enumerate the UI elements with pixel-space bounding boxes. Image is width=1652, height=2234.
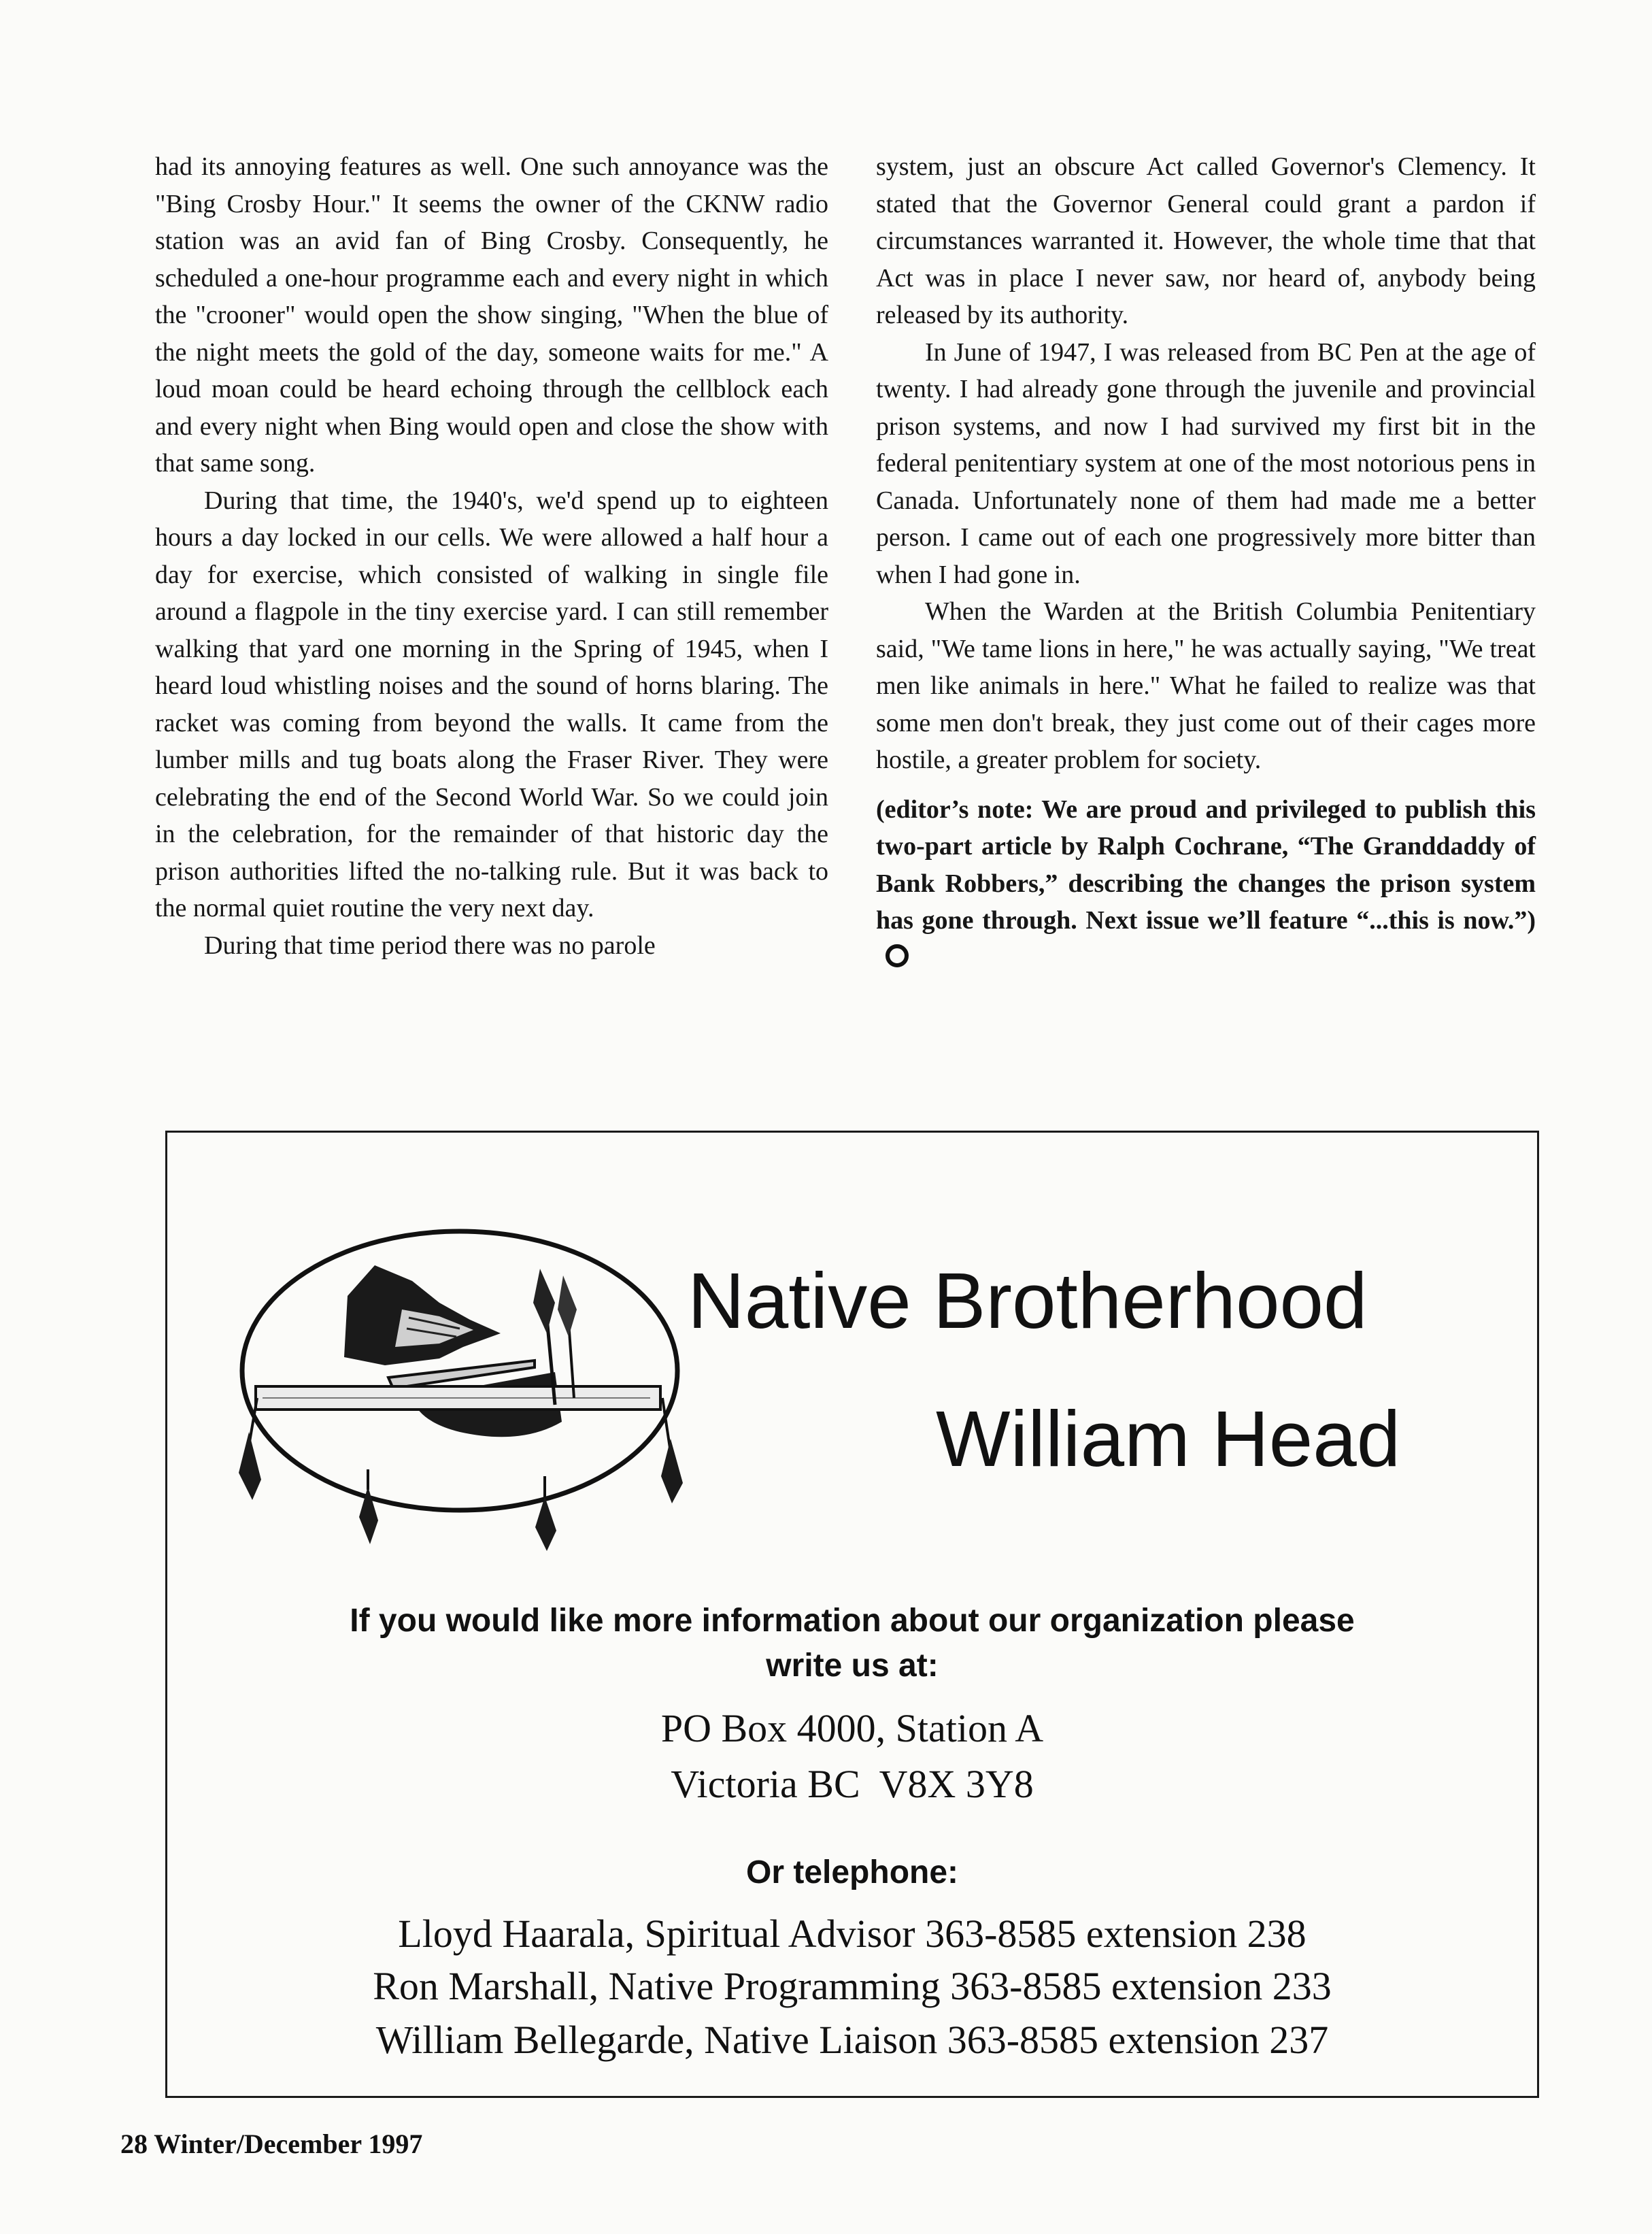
- article-paragraph: had its annoying features as well. One such annoyance was the "Bing Crosby Hour." It seems the owner of the CKNW radio station was an avid fan of Bing Crosby. Consequently, he scheduled a one-hour programme each and every night in which the "crooner" would open the show singing, "When the blue of the night meets the gold of the day, someone waits for me." A loud moan could be heard echoing through the cellblock each and every night when Bing would open and close the show with that same song.: [155, 152, 828, 478]
- ad-telephone-label: Or telephone:: [745, 1854, 959, 1890]
- article-paragraph: When the Warden at the British Columbia Penitentiary said, "We tame lions in here," he was actually saying, "We treat men like animals in here." What he failed to realize was that some men don't break, they just come out of their cages more hostile, a greater problem for society.: [876, 597, 1536, 774]
- ad-title-william-head: William Head: [936, 1395, 1401, 1483]
- editor-note: [876, 791, 1536, 977]
- ad-contact-line: Lloyd Haarala, Spiritual Advisor 363-8585 extension 238: [398, 1912, 1307, 1956]
- ad-info-text: write us at:: [766, 1648, 939, 1684]
- dreamcatcher-canoe-logo-icon: [235, 1201, 684, 1554]
- article-column-left: [155, 148, 828, 964]
- editor-note-text: (editor’s note: We are proud and privileged to publish this two-part article by Ralph Cochrane, “The Granddaddy of Bank Robbers,” describing the changes the prison system has gone through. Next issue we’ll feature “...this is now.”): [876, 795, 1536, 935]
- ad-address-line: PO Box 4000, Station A: [660, 1706, 1044, 1750]
- ad-contact-line: William Bellegarde, Native Liaison 363-8585 extension 237: [375, 2018, 1329, 2062]
- ad-info-text: If you would like more information about our organization please: [350, 1603, 1355, 1639]
- article-paragraph: system, just an obscure Act called Governor's Clemency. It stated that the Governor General could grant a pardon if circumstances warranted it. However, the whole time that that Act was in place I never saw, nor heard of, anybody being released by its authority.: [876, 152, 1536, 329]
- ad-title-native-brotherhood: Native Brotherhood: [688, 1256, 1368, 1345]
- ad-contact-line: Ron Marshall, Native Programming 363-8585 extension 233: [373, 1964, 1332, 2008]
- ad-address-line: Victoria BC V8X 3Y8: [671, 1762, 1034, 1806]
- page-footer: 28 Winter/December 1997: [120, 2129, 423, 2159]
- article-column-right: [876, 148, 1536, 976]
- article-paragraph: During that time period there was no parole: [204, 931, 656, 960]
- article-paragraph: During that time, the 1940's, we'd spend up to eighteen hours a day locked in our cells. We were allowed a half hour a day for exercise, which consisted of walking in single file around a flagpole in the tiny exercise yard. I can still remember walking that yard one morning in the Spring of 1945, when I heard loud whistling noises and the sound of horns blaring. The racket was coming from beyond the walls. It came from the lumber mills and tug boats along the Fraser River. They were celebrating the end of the Second World War. So we could join in the celebration, for the remainder of that historic day the prison authorities lifted the no-talking rule. But it was back to the normal quiet routine the very next day.: [155, 486, 828, 922]
- native-brotherhood-advertisement: [165, 1131, 1539, 2098]
- article-paragraph: In June of 1947, I was released from BC Pen at the age of twenty. I had already gone through the juvenile and provincial prison systems, and now I had survived my first bit in the federal penitentiary system at one of the most notorious pens in Canada. Unfortunately none of them had made me a better person. I came out of each one progressively more bitter than when I had gone in.: [876, 337, 1536, 589]
- end-of-article-icon: [886, 944, 909, 967]
